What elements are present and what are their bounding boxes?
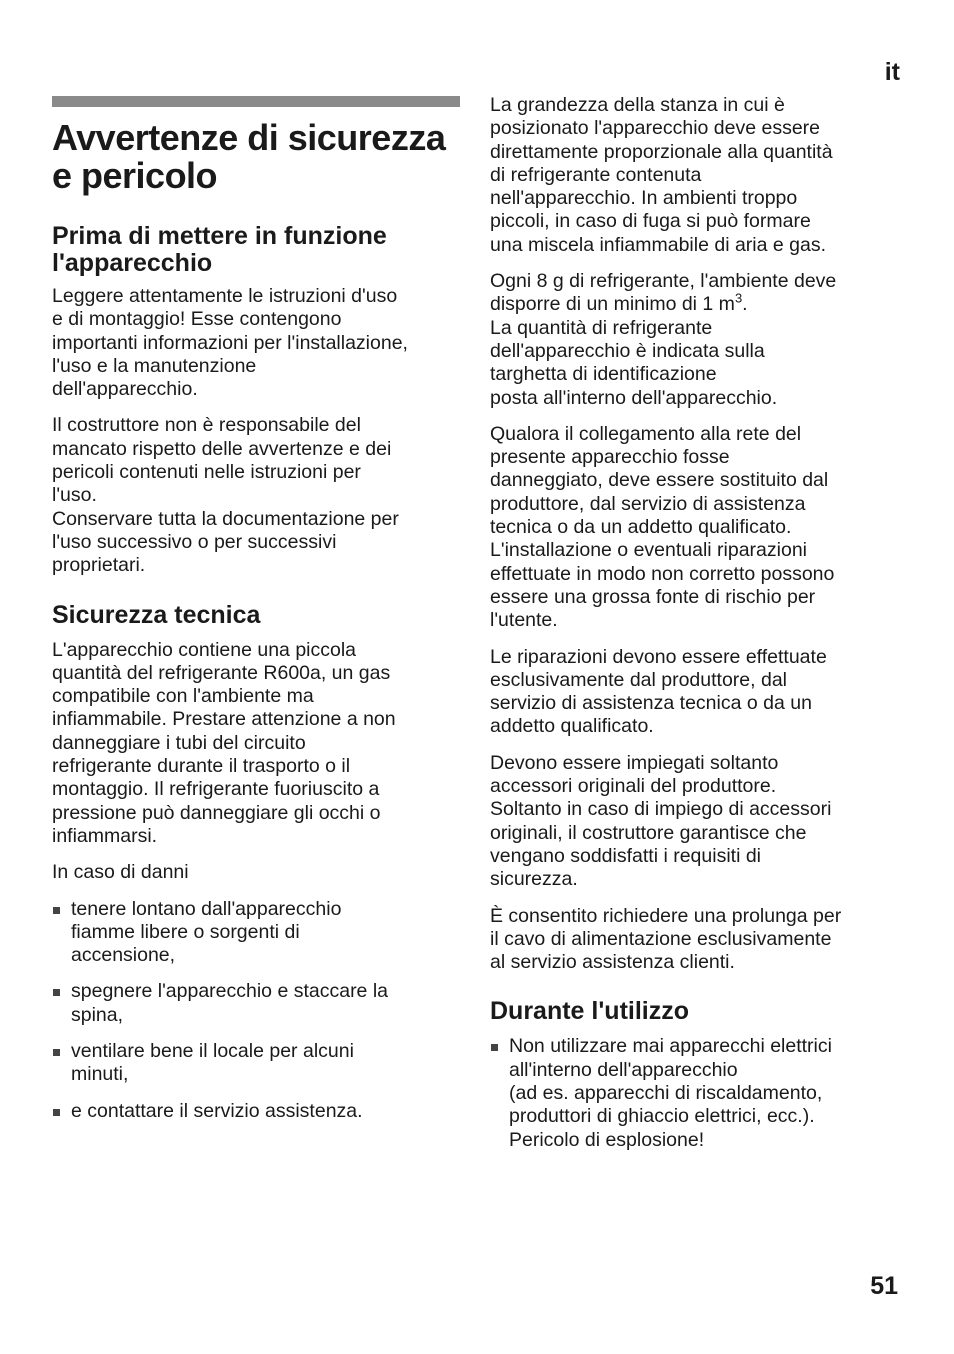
text-line: e di montaggio! Esse contengono [52, 308, 342, 331]
text-line: servizio di assistenza tecnica o da un [490, 692, 812, 715]
text-line: infiammarsi. [52, 824, 158, 847]
section-heading-line: Prima di mettere in funzione [52, 222, 387, 250]
paragraph [490, 94, 908, 257]
text-line: esclusivamente dal produttore, dal [490, 668, 788, 691]
text-line: Pericolo di esplosione! [509, 1128, 705, 1151]
text-line: tenere lontano dall'apparecchio [71, 897, 342, 920]
text-line: l'uso e la manutenzione [52, 354, 257, 377]
right-column [490, 94, 908, 1165]
text-line: piccoli, in caso di fuga si può formare [490, 210, 811, 233]
square-bullet-icon [53, 1049, 60, 1056]
text-line: sicurezza. [490, 868, 578, 891]
text-line: spina, [71, 1003, 124, 1026]
text-line: tecnica o da un addetto qualificato. [490, 516, 792, 539]
text-line: presente apparecchio fosse [490, 446, 730, 469]
paragraph [490, 270, 908, 410]
left-column [52, 96, 464, 1136]
text-line: importanti informazioni per l'installazione, [52, 331, 408, 354]
language-label: it [884, 58, 900, 86]
section-rule [52, 96, 460, 107]
paragraph [52, 285, 464, 401]
text-line: nell'apparecchio. In ambienti troppo [490, 187, 798, 210]
text-line: L'installazione o eventuali riparazioni [490, 539, 807, 562]
text-lines [490, 317, 908, 410]
text-line: proprietari. [52, 554, 146, 577]
text-line: spegnere l'apparecchio e staccare la [71, 980, 388, 1003]
text-line: montaggio. Il refrigerante fuoriuscito a [52, 778, 380, 801]
superscript: 3 [734, 290, 743, 306]
text-line: Soltanto in caso di impiego di accessori [490, 798, 832, 821]
text-line: essere una grossa fonte di rischio per [490, 585, 816, 608]
page-title-line-2: e pericolo [52, 155, 218, 196]
text-line: il cavo di alimentazione esclusivamente [490, 927, 832, 950]
text-line: pericoli contenuti nelle istruzioni per [52, 461, 361, 484]
text-line: Il costruttore non è responsabile del [52, 414, 361, 437]
list-item [52, 980, 464, 1027]
text-line: l'utente. [490, 609, 558, 632]
text-line: infiammabile. Prestare attenzione a non [52, 708, 396, 731]
text-line: danneggiare i tubi del circuito [52, 731, 306, 754]
bullet-list [52, 898, 464, 1123]
section-heading-line: l'apparecchio [52, 249, 213, 277]
text-line: originali, il costruttore garantisce che [490, 821, 807, 844]
square-bullet-icon [53, 907, 60, 914]
paragraph [52, 639, 464, 849]
paragraph [490, 646, 908, 739]
text-line: una miscela infiammabile di aria e gas. [490, 233, 826, 256]
text-line: direttamente proporzionale alla quantità [490, 140, 833, 163]
text-line: La grandezza della stanza in cui è [490, 94, 785, 116]
paragraph: In caso di danni [52, 861, 189, 884]
text-line: effettuate in modo non corretto possono [490, 562, 835, 585]
text-line: posta all'interno dell'apparecchio. [490, 386, 778, 409]
square-bullet-icon [53, 1109, 60, 1116]
list-item [490, 1035, 908, 1151]
paragraph [52, 414, 464, 577]
paragraph [490, 423, 908, 633]
square-bullet-icon [53, 989, 60, 996]
text-line: e contattare il servizio assistenza. [71, 1099, 363, 1122]
square-bullet-icon [491, 1044, 498, 1051]
text-line: addetto qualificato. [490, 715, 654, 738]
list-item [52, 1100, 464, 1123]
text-line: di refrigerante contenuta [490, 163, 702, 186]
text-line: accessori originali del produttore. [490, 775, 777, 798]
bullet-list [490, 1035, 908, 1151]
text-line: accensione, [71, 944, 176, 967]
text-line: vengano soddisfatti i requisiti di [490, 844, 761, 867]
text-line: Conservare tutta la documentazione per [52, 507, 399, 530]
text-span: disporre di un minimo di 1 m [490, 293, 735, 316]
text-line: all'interno dell'apparecchio [509, 1058, 738, 1081]
text-line: danneggiato, deve essere sostituito dal [490, 469, 829, 492]
text-line: fiamme libere o sorgenti di [71, 920, 300, 943]
text-line: ventilare bene il locale per alcuni [71, 1040, 354, 1063]
page-title [52, 119, 464, 195]
text-line: È consentito richiedere una prolunga per [490, 904, 842, 927]
text-line: dell'apparecchio è indicata sulla [490, 339, 765, 362]
text-line: produttori di ghiaccio elettrici, ecc.). [509, 1105, 815, 1128]
text-line: Qualora il collegamento alla rete del [490, 422, 802, 445]
page-number: 51 [870, 1272, 898, 1300]
text-line: quantità del refrigerante R600a, un gas [52, 661, 391, 684]
text-line: Ogni 8 g di refrigerante, l'ambiente deve [490, 270, 837, 293]
list-item [52, 898, 464, 968]
text-line: La quantità di refrigerante [490, 316, 713, 339]
section-heading-sicurezza-tecnica: Sicurezza tecnica [52, 600, 261, 629]
text-line: al servizio assistenza clienti. [490, 951, 735, 974]
page-title-line-1: Avvertenze di sicurezza [52, 117, 446, 158]
text-line: produttore, dal servizio di assistenza [490, 492, 806, 515]
text-line: compatibile con l'ambiente ma [52, 685, 314, 708]
text-line: pressione può danneggiare gli occhi o [52, 801, 381, 824]
list-item [52, 1040, 464, 1087]
text-line: L'apparecchio contiene una piccola [52, 638, 357, 661]
text-line: Leggere attentamente le istruzioni d'uso [52, 285, 398, 307]
paragraph [490, 752, 908, 892]
text-line: Devono essere impiegati soltanto [490, 751, 779, 774]
text-line: l'uso successivo o per successivi [52, 530, 337, 553]
text-line: minuti, [71, 1063, 129, 1086]
text-span: . [742, 293, 748, 316]
text-line: Le riparazioni devono essere effettuate [490, 645, 827, 668]
text-line: targhetta di identificazione [490, 363, 717, 386]
text-line: mancato rispetto delle avvertenze e dei [52, 437, 392, 460]
text-line [490, 290, 908, 316]
section-heading-prima [52, 223, 464, 277]
text-line: dell'apparecchio. [52, 378, 198, 401]
section-heading-durante-utilizzo: Durante l'utilizzo [490, 997, 689, 1026]
text-line: posizionato l'apparecchio deve essere [490, 117, 821, 140]
text-line: Non utilizzare mai apparecchi elettrici [509, 1035, 832, 1058]
text-line: refrigerante durante il trasporto o il [52, 755, 351, 778]
text-line: l'uso. [52, 484, 97, 507]
paragraph [490, 905, 908, 975]
text-line: (ad es. apparecchi di riscaldamento, [509, 1081, 823, 1104]
